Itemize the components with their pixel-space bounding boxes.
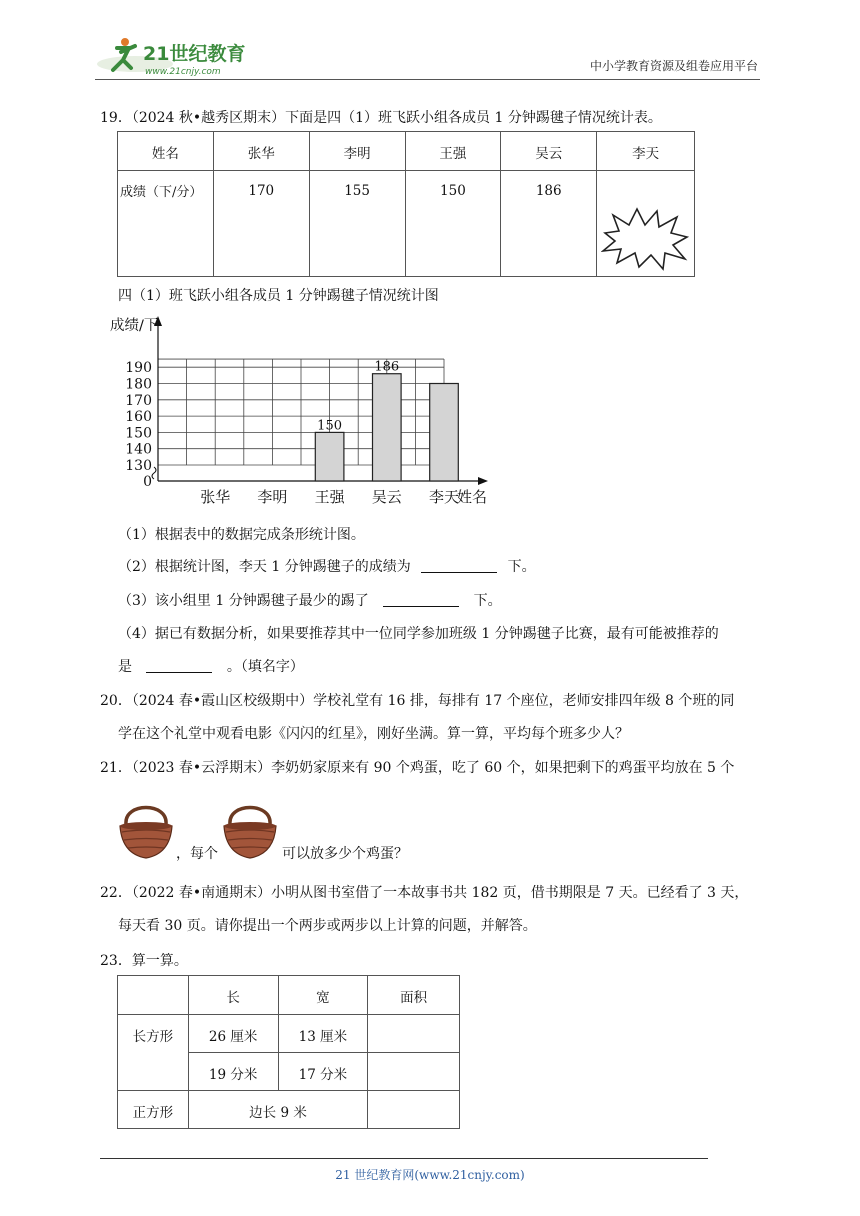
bar (430, 384, 459, 482)
q19-stem: 19．（2024 秋•越秀区期末）下面是四（1）班飞跃小组各成员 1 分钟踢毽子情况统计表。 (100, 110, 662, 126)
logo-url: www.21cnjy.com (145, 67, 221, 77)
y-tick-label: 190 (125, 360, 152, 377)
bar (373, 374, 402, 481)
x-category-label: 吴云 (371, 488, 402, 506)
table-header-cell: 面积 (368, 976, 460, 1015)
table-cell: 155 (309, 171, 405, 277)
bar-chart (110, 312, 510, 512)
footer-link[interactable]: 21 世纪教育网(www.21cnjy.com) (335, 1168, 525, 1182)
table-header-cell: 王强 (405, 132, 501, 171)
table-header-cell: 姓名 (118, 132, 214, 171)
q20-line2: 学在这个礼堂中观看电影《闪闪的红星》，刚好坐满。算一算，平均每个班多少人？ (118, 726, 629, 742)
answer-blank[interactable] (146, 659, 212, 673)
platform-name: 中小学教育资源及组卷应用平台 (589, 59, 758, 73)
sub4-hint: 。（填名字） (226, 659, 304, 675)
q21-line1: 21．（2023 春•云浮期末）李奶奶家原来有 90 个鸡蛋，吃了 60 个，如果把剩下的鸡蛋平均放在 5 个 (100, 760, 735, 776)
x-axis-arrow (478, 477, 488, 485)
q20-line1: 20．（2024 春•霞山区校级期中）学校礼堂有 16 排，每排有 17 个座位，老师安排四年级 8 个班的同 (100, 693, 735, 709)
answer-blank[interactable] (383, 593, 459, 607)
table-cell: 26 厘米 (188, 1015, 278, 1053)
q19-score-table (117, 131, 695, 277)
table-header-cell: 李明 (309, 132, 405, 171)
table-header-cell: 长 (188, 976, 278, 1015)
table-corner-cell (118, 976, 189, 1015)
q22-line2: 每天看 30 页。请你提出一个两步或两步以上计算的问题，并解答。 (118, 918, 537, 934)
axis-break (152, 467, 156, 479)
sub4-text: 是 (118, 659, 132, 675)
x-category-label: 李天 (428, 488, 460, 506)
x-category-label: 张华 (200, 488, 231, 506)
bar-data-label: 186 (374, 359, 400, 375)
q19-sub1: （1）根据表中的数据完成条形统计图。 (118, 527, 365, 543)
q19-sub2 (118, 556, 536, 576)
q22-line1: 22．（2022 春•南通期末）小明从图书室借了一本故事书共 182 页，借书期限是 7 天。已经看了 3 天， (100, 885, 749, 901)
table-row-label: 成绩（下/分） (118, 171, 214, 277)
hidden-score-cell (597, 171, 695, 277)
basket-icon (118, 796, 174, 862)
y-tick-label: 0 (143, 474, 152, 490)
table-row-label: 长方形 (118, 1015, 189, 1091)
y-tick-label: 160 (125, 409, 152, 426)
bar-data-label: 150 (317, 418, 343, 434)
table-header-cell: 吴云 (501, 132, 597, 171)
x-category-label: 李明 (257, 488, 288, 506)
table-header-cell: 张华 (213, 132, 309, 171)
logo-text: 21世纪教育 (143, 43, 246, 65)
q23-stem: 23．算一算。 (100, 953, 188, 969)
x-category-label: 王强 (314, 488, 345, 506)
y-tick-label: 150 (125, 425, 152, 442)
sub2-text: （2）根据统计图，李天 1 分钟踢毽子的成绩为 (118, 559, 411, 575)
bar (315, 432, 344, 481)
y-tick-label: 130 (125, 458, 152, 474)
answer-cell[interactable] (368, 1015, 460, 1053)
table-cell: 17 分米 (278, 1053, 368, 1091)
q19-sub4: （4）据已有数据分析，如果要推荐其中一位同学参加班级 1 分钟踢毽子比赛，最有可能被推荐的 (118, 626, 719, 642)
footer-divider (100, 1158, 708, 1159)
x-axis-label: 姓名 (456, 488, 488, 506)
q19-sub4-cont (118, 656, 304, 676)
table-cell: 19 分米 (188, 1053, 278, 1091)
y-tick-label: 180 (125, 376, 152, 393)
logo-icon (95, 34, 265, 78)
sub2-unit: 下。 (507, 559, 536, 575)
table-cell: 186 (501, 171, 597, 277)
answer-blank[interactable] (421, 559, 497, 573)
sub3-unit: 下。 (473, 593, 502, 609)
q19-sub3 (118, 590, 502, 610)
table-cell: 170 (213, 171, 309, 277)
answer-cell[interactable] (368, 1091, 460, 1129)
table-cell: 150 (405, 171, 501, 277)
basket-icon (222, 796, 278, 862)
q23-area-table (117, 975, 460, 1129)
answer-cell[interactable] (368, 1053, 460, 1091)
table-cell: 13 厘米 (278, 1015, 368, 1053)
sub3-text: （3）该小组里 1 分钟踢毽子最少的踢了 (118, 593, 369, 609)
table-row-label: 正方形 (118, 1091, 189, 1129)
splat-icon (601, 207, 691, 271)
page-header (95, 28, 760, 80)
q21-text-end: 可以放多少个鸡蛋？ (282, 846, 408, 862)
table-header-cell: 李天 (597, 132, 695, 171)
chart-title: 四（1）班飞跃小组各成员 1 分钟踢毽子情况统计图 (118, 288, 439, 304)
table-cell: 边长 9 米 (188, 1091, 367, 1129)
q21-text-mid: ，每个 (176, 846, 218, 862)
y-axis-label: 成绩/下 (110, 318, 159, 334)
y-tick-label: 170 (125, 392, 152, 409)
table-header-cell: 宽 (278, 976, 368, 1015)
y-tick-label: 140 (125, 441, 152, 458)
